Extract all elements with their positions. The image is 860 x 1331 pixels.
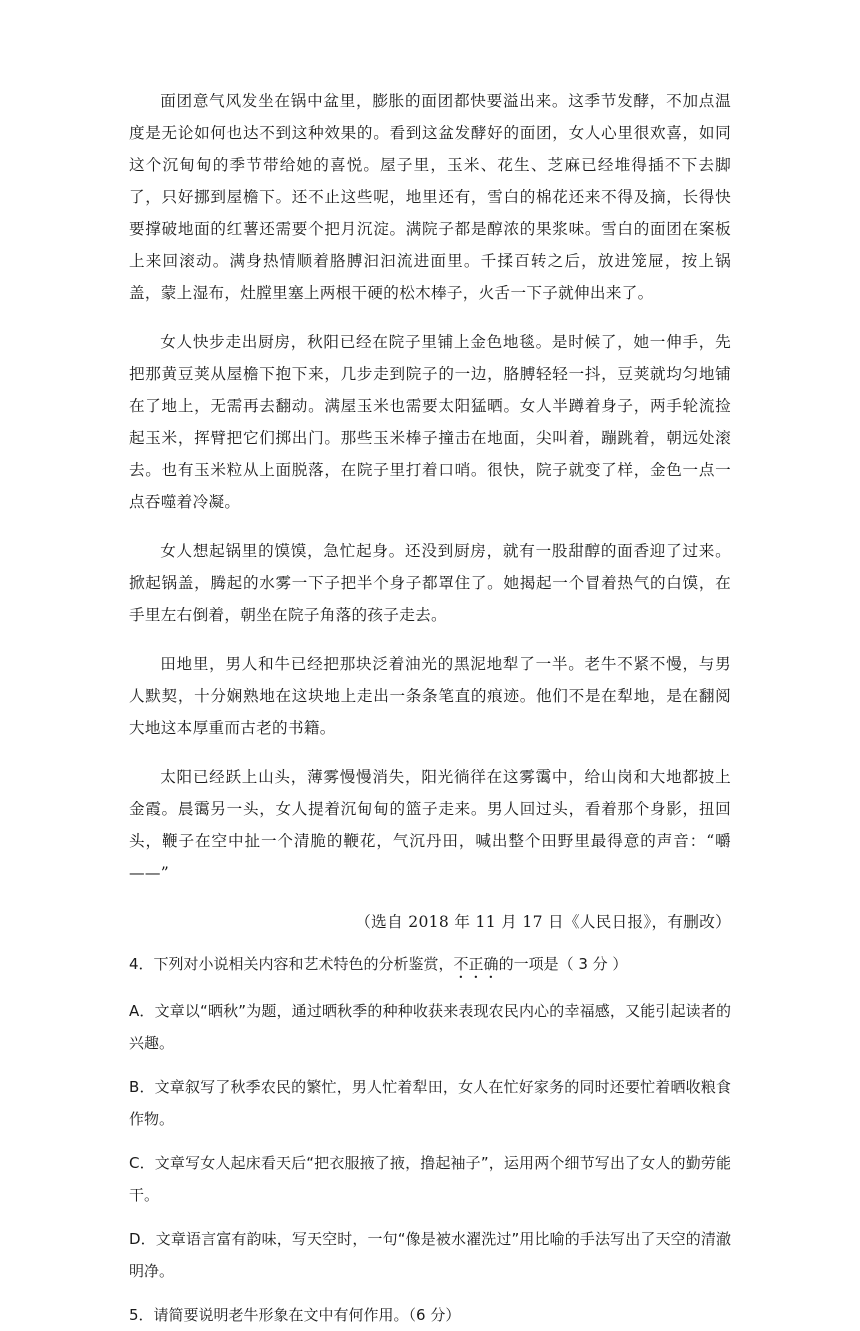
passage-paragraph-2: 女人快步走出厨房，秋阳已经在院子里铺上金色地毯。是时候了，她一伸手，先把那黄豆荚从屋檐下抱下来，几步走到院子的一边，胳膊轻轻一抖，豆荚就均匀地铺在了地上，无需再去翻动。满屋玉米也需要太阳猛晒。女人半蹲着身子，两手轮流捡起玉米，挥臂把它们掷出门。那些玉米棒子撞击在地面，尖叫着，蹦跳着，朝远处滚去。也有玉米粒从上面脱落，在院子里打着口哨。很快，院子就变了样，金色一点一点吞噬着冷凝。 — [129, 333, 731, 511]
question-4-option-b: B．文章叙写了秋季农民的繁忙，男人忙着犁田，女人在忙好家务的同时还要忙着晒收粮食作物。 — [129, 1078, 731, 1128]
question-4-option-a: A．文章以“晒秋”为题，通过晒秋季的种种收获来表现农民内心的幸福感，又能引起读者的兴趣。 — [129, 1002, 731, 1052]
passage-paragraph-3: 女人想起锅里的馍馍，急忙起身。还没到厨房，就有一股甜醇的面香迎了过来。掀起锅盖，腾起的水雾一下子把半个身子都罩住了。她揭起一个冒着热气的白馍，在手里左右倒着，朝坐在院子角落的孩子走去。 — [129, 542, 731, 624]
passage-paragraph-1: 面团意气风发坐在锅中盆里，膨胀的面团都快要溢出来。这季节发酵，不加点温度是无论如何也达不到这种效果的。看到这盆发酵好的面团，女人心里很欢喜，如同这个沉甸甸的季节带给她的喜悦。屋子里，玉米、花生、芝麻已经堆得插不下去脚了，只好挪到屋檐下。还不止这些呢，地里还有，雪白的棉花还来不得及摘，长得快要撑破地面的红薯还需要个把月沉淀。满院子都是醇浓的果浆味。雪白的面团在案板上来回滚动。满身热情顺着胳膊汩汩流进面里。千揉百转之后，放进笼屉，按上锅盖，蒙上湿布，灶膛里塞上两根干硬的松木棒子，火舌一下子就伸出来了。 — [129, 92, 731, 302]
question-4-prefix: 4．下列对小说相关内容和艺术特色的分析鉴赏， — [129, 955, 454, 973]
passage-paragraph-4: 田地里，男人和牛已经把那块泛着油光的黑泥地犁了一半。老牛不紧不慢，与男人默契，十分娴熟地在这块地上走出一条条笔直的痕迹。他们不是在犁地，是在翻阅大地这本厚重而古老的书籍。 — [129, 655, 731, 737]
question-4-option-c: C．文章写女人起床看天后“把衣服掖了掖，撸起袖子”，运用两个细节写出了女人的勤劳能干。 — [129, 1154, 731, 1204]
question-4-emphasis: 不正确 — [453, 955, 499, 973]
question-4 — [129, 948, 731, 982]
passage-source: （选自 2018 年 11 月 17 日《人民日报》，有删改） — [355, 913, 731, 931]
question-4-option-d: D．文章语言富有韵味，写天空时，一句“像是被水濯洗过”用比喻的手法写出了天空的清澈明净。 — [129, 1230, 731, 1280]
passage-paragraph-5: 太阳已经跃上山头，薄雾慢慢消失，阳光徜徉在这雾霭中，给山岗和大地都披上金霞。晨霭另一头，女人提着沉甸甸的篮子走来。男人回过头，看着那个身影，扭回头，鞭子在空中扯一个清脆的鞭花，气沉丹田，喊出整个田野里最得意的声音：“嚼——” — [129, 768, 731, 882]
question-5: 5．请简要说明老牛形象在文中有何作用。（6 分） — [129, 1306, 461, 1324]
question-4-suffix: 的一项是（ 3 分 ） — [498, 955, 628, 973]
